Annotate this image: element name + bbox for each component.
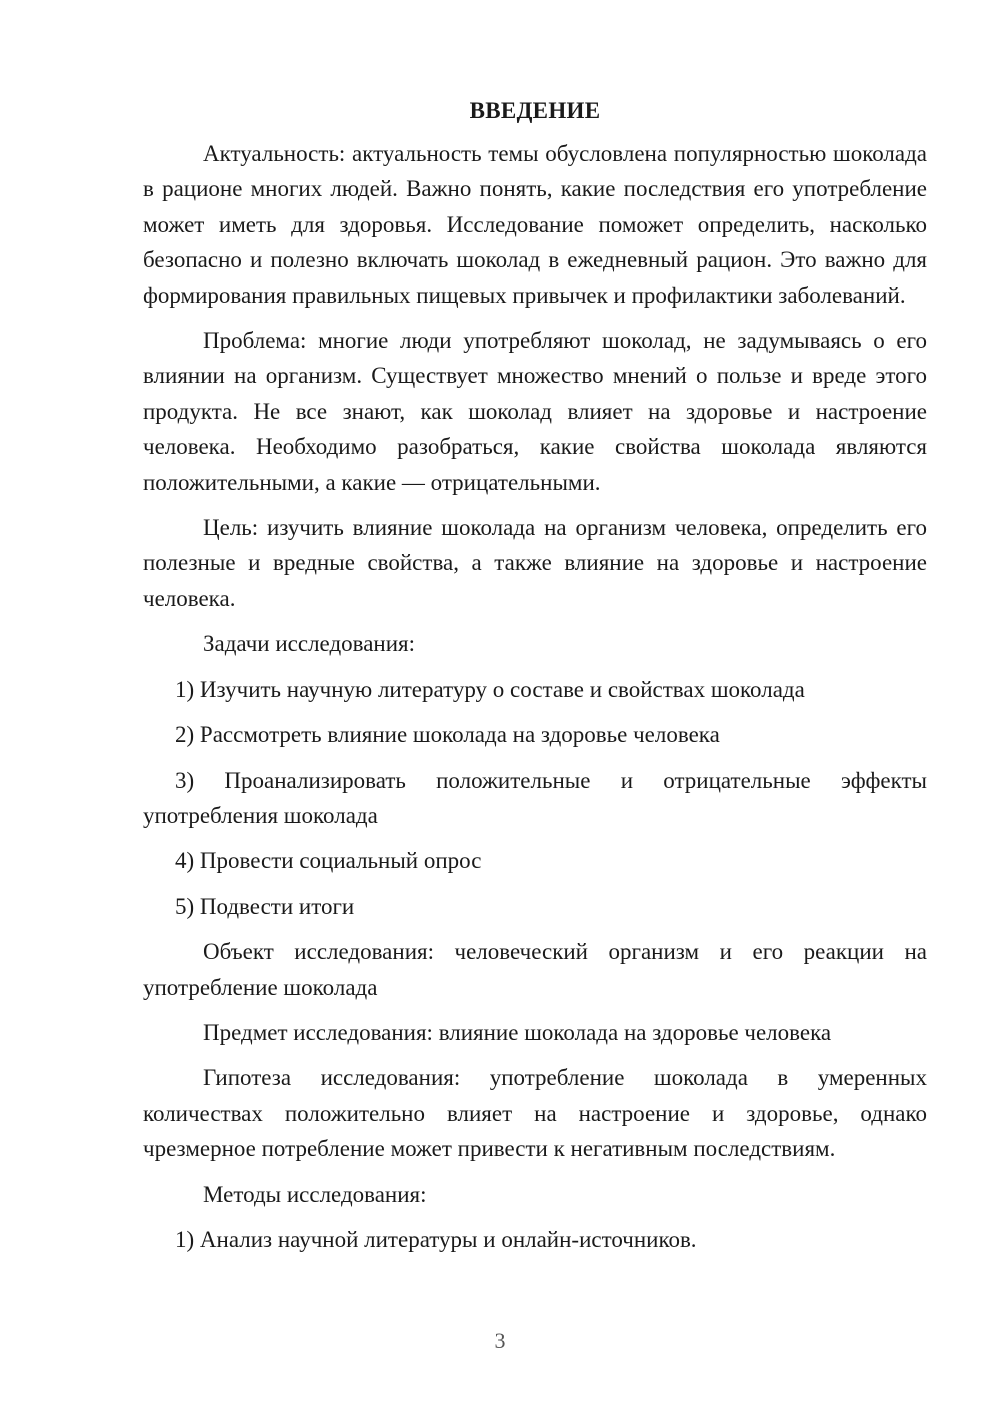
paragraph-subject: Предмет исследования: влияние шоколада на здоровье человека (203, 1019, 832, 1045)
task-item: 1) Изучить научную литературу о составе и свойствах шоколада (175, 676, 805, 702)
paragraph-goal: Цель: изучить влияние шоколада на организм человека, определить его полезные и вредные свойства, а также влияние на здоровье и настроение человека. (143, 515, 927, 611)
section-heading: ВВЕДЕНИЕ (469, 98, 601, 123)
document-page (143, 96, 927, 1267)
tasks-title: Задачи исследования: (203, 631, 416, 657)
task-item: 3) Проанализировать положительные и отрицательные эффекты употребления шоколада (143, 767, 927, 828)
task-item: 4) Провести социальный опрос (175, 848, 482, 874)
task-item: 2) Рассмотреть влияние шоколада на здоровье человека (175, 722, 720, 748)
paragraph-relevance: Актуальность: актуальность темы обусловлена популярностью шоколада в рационе многих людей. Важно понять, какие последствия его употребление может иметь для здоровья. Исследование поможет определить, насколько безопасно и полезно включать шоколад в ежедневный рацион. Это важно для формирования правильных пищевых привычек и профилактики заболеваний. (143, 141, 927, 308)
method-item: 1) Анализ научной литературы и онлайн-источников. (175, 1226, 697, 1252)
paragraph-object: Объект исследования: человеческий организм и его реакции на употребление шоколада (143, 939, 927, 1000)
methods-title: Методы исследования: (203, 1181, 427, 1207)
task-item: 5) Подвести итоги (175, 893, 355, 919)
paragraph-problem: Проблема: многие люди употребляют шоколад, не задумываясь о его влиянии на организм. Существует множество мнений о пользе и вреде этого продукта. Не все знают, как шоколад влияет на здоровье и настроение человека. Необходимо разобраться, какие свойства шоколада являются положительными, а какие — отрицательными. (143, 328, 927, 495)
page-number: 3 (494, 1328, 506, 1353)
paragraph-hypothesis: Гипотеза исследования: употребление шоколада в умеренных количествах положительно влияет на настроение и здоровье, однако чрезмерное потребление может привести к негативным последствиям. (143, 1065, 927, 1162)
